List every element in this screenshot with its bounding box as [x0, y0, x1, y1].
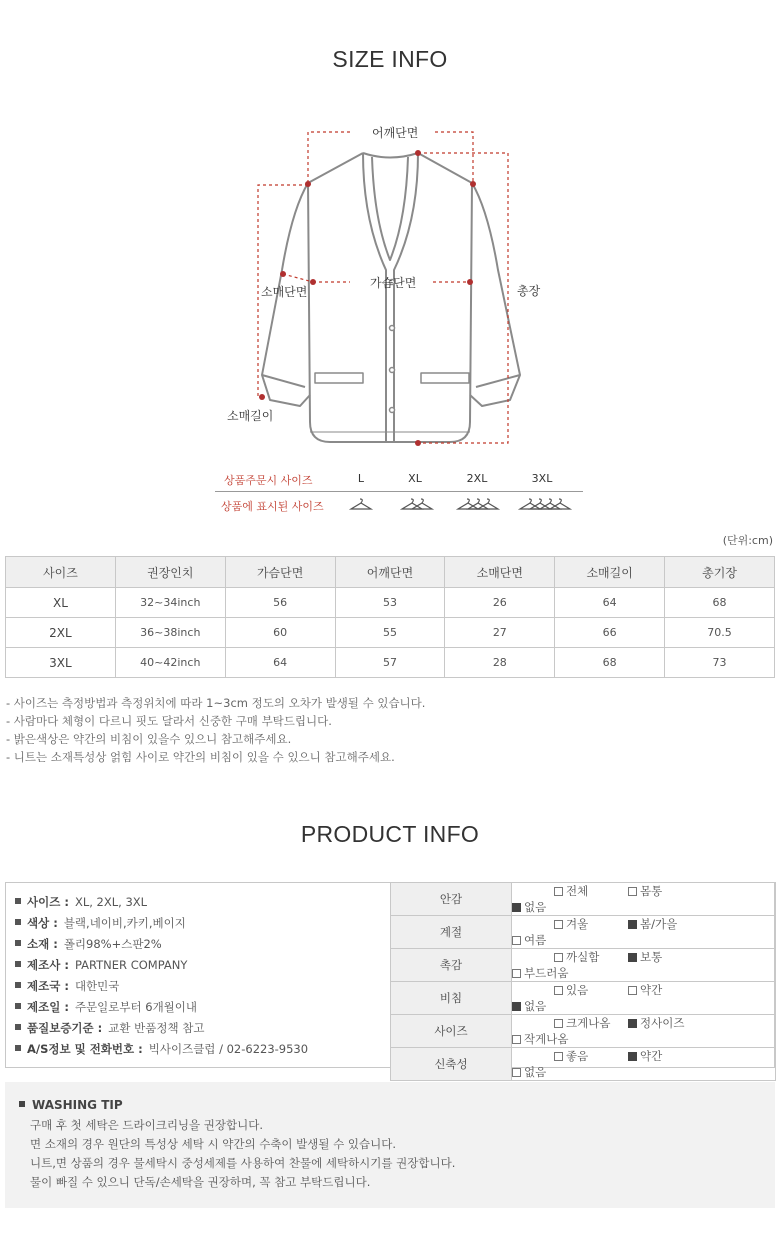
- attribute-option: [554, 883, 628, 899]
- spec-row: [15, 1018, 308, 1039]
- unchecked-box-icon: [554, 986, 563, 995]
- total-length-measure-line: [418, 153, 508, 443]
- cell: 28: [445, 648, 555, 678]
- hanger-icon-3xl: [520, 499, 570, 509]
- point-hem: [415, 440, 421, 446]
- bullet-square-icon: [15, 898, 21, 904]
- attribute-option: [554, 916, 628, 932]
- attribute-option: [628, 916, 702, 932]
- cell: 56: [225, 588, 335, 618]
- attribute-row: [391, 1015, 776, 1048]
- label-total-length: 총장: [517, 284, 541, 298]
- size-order-legend: [215, 468, 585, 518]
- attribute-option-label: 봄/가을: [640, 917, 678, 931]
- washing-line: 니트,면 상품의 경우 물세탁시 중성세제를 사용하여 찬물에 세탁하시기를 권장합니다.: [30, 1156, 456, 1170]
- unchecked-box-icon: [628, 887, 637, 896]
- point-cuff: [259, 394, 265, 400]
- cardigan-left-cuff: [262, 375, 305, 387]
- spec-value: 대한민국: [74, 979, 120, 993]
- spec-key: 색상 :: [27, 916, 58, 930]
- unchecked-box-icon: [512, 969, 521, 978]
- attribute-option: [628, 883, 702, 899]
- cell: 2XL: [6, 618, 116, 648]
- spec-value: 폴리98%+스판2%: [63, 937, 162, 951]
- washing-line: 구매 후 첫 세탁은 드라이크리닝을 권장합니다.: [30, 1118, 264, 1132]
- spec-value: XL, 2XL, 3XL: [74, 895, 148, 909]
- right-pocket: [421, 373, 469, 383]
- spec-key: 소재 :: [27, 937, 58, 951]
- cell: 27: [445, 618, 555, 648]
- legend-tag-label: 상품에 표시된 사이즈: [221, 500, 324, 513]
- label-sleeve-length: 소매길이: [227, 409, 274, 423]
- size-table: [5, 556, 775, 678]
- spec-value: 블랙,네이비,카키,베이지: [63, 916, 186, 930]
- checked-box-icon: [628, 953, 637, 962]
- attribute-row: [391, 883, 776, 916]
- unchecked-box-icon: [554, 953, 563, 962]
- attribute-option: [554, 1048, 628, 1064]
- attribute-option-label: 보통: [640, 950, 663, 964]
- bullet-square-icon: [15, 1003, 21, 1009]
- col-total-length: 총기장: [665, 557, 775, 588]
- unchecked-box-icon: [554, 887, 563, 896]
- attribute-options: [512, 1015, 776, 1048]
- button-3: [390, 368, 395, 373]
- spec-row: [15, 892, 308, 913]
- attribute-option: [628, 1015, 702, 1031]
- spec-value: PARTNER COMPANY: [74, 958, 188, 972]
- spec-key: 제조사 :: [27, 958, 69, 972]
- label-shoulder: 어깨단면: [372, 126, 419, 140]
- cardigan-collar: [363, 153, 418, 158]
- attribute-option-label: 여름: [524, 933, 547, 947]
- bullet-square-icon: [15, 1024, 21, 1030]
- washing-title: [19, 1098, 123, 1112]
- attribute-option-label: 몸통: [640, 884, 663, 898]
- spec-value: 주문일로부터 6개월이내: [74, 1000, 197, 1014]
- attribute-option: [512, 965, 586, 981]
- table-row: [6, 588, 775, 618]
- cell: 26: [445, 588, 555, 618]
- col-sleeve-width: 소매단면: [445, 557, 555, 588]
- cardigan-right-sleeve: [470, 183, 520, 406]
- washing-line: 면 소재의 경우 원단의 특성상 세탁 시 약간의 수축이 발생될 수 있습니다.: [30, 1137, 397, 1151]
- attribute-option: [512, 1064, 586, 1080]
- table-row: [6, 648, 775, 678]
- label-chest: 가슴단면: [370, 276, 417, 290]
- unchecked-box-icon: [628, 986, 637, 995]
- point-chest-left: [310, 279, 316, 285]
- attribute-option: [512, 932, 586, 948]
- spec-key: A/S정보 및 전화번호 :: [27, 1042, 143, 1056]
- spec-value: 교환 반품정책 참고: [108, 1021, 205, 1035]
- attribute-table: [390, 882, 776, 1081]
- cell: 36~38inch: [115, 618, 225, 648]
- spec-row: [15, 1039, 308, 1060]
- legend-order-label: 상품주문시 사이즈: [224, 474, 313, 487]
- bullet-square-icon: [15, 940, 21, 946]
- spec-list: [15, 892, 308, 1060]
- col-size: 사이즈: [6, 557, 116, 588]
- cardigan-body-outline: [308, 153, 472, 442]
- cell: 40~42inch: [115, 648, 225, 678]
- left-pocket: [315, 373, 363, 383]
- spec-key: 사이즈 :: [27, 895, 69, 909]
- col-inch: 권장인치: [115, 557, 225, 588]
- attribute-option-label: 부드러움: [524, 966, 569, 980]
- attribute-option-label: 좋음: [566, 1049, 589, 1063]
- point-chest-right: [467, 279, 473, 285]
- attribute-option: [628, 982, 702, 998]
- spec-row: [15, 913, 308, 934]
- unchecked-box-icon: [512, 1035, 521, 1044]
- spec-key: 품질보증기준 :: [27, 1021, 103, 1035]
- attribute-option: [554, 949, 628, 965]
- attribute-option: [554, 982, 628, 998]
- attribute-option: [628, 1048, 702, 1064]
- attribute-options: [512, 1048, 776, 1081]
- bullet-square-icon: [19, 1101, 25, 1107]
- hanger-icon-l: [351, 499, 371, 509]
- attribute-name: 비침: [391, 982, 512, 1015]
- legend-size-xl: XL: [408, 472, 422, 485]
- attribute-option: [554, 1015, 628, 1031]
- attribute-options: [512, 916, 776, 949]
- attribute-option-label: 있음: [566, 983, 589, 997]
- note-line: - 밝은색상은 약간의 비침이 있을수 있으니 참고해주세요.: [6, 732, 292, 746]
- legend-divider: [215, 491, 583, 492]
- spec-row: [15, 976, 308, 997]
- size-notes: [6, 694, 425, 766]
- spec-key: 제조국 :: [27, 979, 69, 993]
- checked-box-icon: [512, 1002, 521, 1011]
- attribute-name: 촉감: [391, 949, 512, 982]
- attribute-option: [628, 949, 702, 965]
- attribute-row: [391, 916, 776, 949]
- cell: 32~34inch: [115, 588, 225, 618]
- spec-row: [15, 955, 308, 976]
- attribute-option-label: 작게나옴: [524, 1032, 569, 1046]
- attribute-row: [391, 949, 776, 982]
- size-table-header-row: [6, 557, 775, 588]
- spec-row: [15, 934, 308, 955]
- point-neck: [415, 150, 421, 156]
- spec-value: 빅사이즈클럽 / 02-6223-9530: [148, 1042, 309, 1056]
- cell: 68: [665, 588, 775, 618]
- cell: 64: [555, 588, 665, 618]
- note-line: - 사람마다 체형이 다르니 핏도 달라서 신중한 구매 부탁드립니다.: [6, 714, 332, 728]
- unchecked-box-icon: [512, 936, 521, 945]
- bullet-square-icon: [15, 982, 21, 988]
- washing-lines: [30, 1116, 455, 1192]
- attribute-name: 계절: [391, 916, 512, 949]
- bullet-square-icon: [15, 961, 21, 967]
- washing-tip-box: [5, 1082, 775, 1208]
- checked-box-icon: [628, 1019, 637, 1028]
- bullet-square-icon: [15, 919, 21, 925]
- checked-box-icon: [628, 920, 637, 929]
- attribute-name: 안감: [391, 883, 512, 916]
- cell: 68: [555, 648, 665, 678]
- attribute-row: [391, 982, 776, 1015]
- point-shoulder-right: [470, 181, 476, 187]
- attribute-option-label: 약간: [640, 983, 663, 997]
- attribute-options: [512, 883, 776, 916]
- note-line: - 니트는 소재특성상 얽힘 사이로 약간의 비침이 있을 수 있으니 참고해주세요.: [6, 750, 395, 764]
- attribute-options: [512, 949, 776, 982]
- legend-size-3xl: 3XL: [531, 472, 553, 485]
- col-shoulder: 어깨단면: [335, 557, 445, 588]
- cardigan-diagram: [200, 110, 580, 455]
- product-info-title: PRODUCT INFO: [300, 821, 480, 847]
- cardigan-right-cuff: [476, 375, 520, 387]
- attribute-name: 신축성: [391, 1048, 512, 1081]
- cell: 64: [225, 648, 335, 678]
- cell: 53: [335, 588, 445, 618]
- col-chest: 가슴단면: [225, 557, 335, 588]
- attribute-option-label: 없음: [524, 999, 547, 1013]
- button-2: [390, 326, 395, 331]
- col-sleeve-length: 소매길이: [555, 557, 665, 588]
- attribute-option-label: 크게나옴: [566, 1016, 611, 1030]
- cell: 73: [665, 648, 775, 678]
- unchecked-box-icon: [554, 1019, 563, 1028]
- product-info-box: [5, 882, 775, 1079]
- cell: 66: [555, 618, 665, 648]
- attribute-option: [512, 899, 586, 915]
- washing-title-text: WASHING TIP: [32, 1098, 123, 1112]
- hanger-icons: [345, 496, 585, 512]
- note-line: - 사이즈는 측정방법과 측정위치에 따라 1~3cm 정도의 오차가 발생될 수 있습니다.: [6, 696, 426, 710]
- spec-key: 제조일 :: [27, 1000, 69, 1014]
- attribute-option-label: 전체: [566, 884, 589, 898]
- size-info-title: SIZE INFO: [332, 46, 448, 72]
- legend-size-2xl: 2XL: [466, 472, 488, 485]
- checked-box-icon: [628, 1052, 637, 1061]
- cell: 70.5: [665, 618, 775, 648]
- attribute-options: [512, 982, 776, 1015]
- cell: XL: [6, 588, 116, 618]
- hanger-icon-xl: [402, 499, 432, 509]
- cell: 3XL: [6, 648, 116, 678]
- legend-size-l: L: [357, 472, 365, 485]
- washing-line: 물이 빠질 수 있으니 단독/손세탁을 권장하며, 꼭 참고 부탁드립니다.: [30, 1175, 371, 1189]
- attribute-option-label: 없음: [524, 1065, 547, 1079]
- attribute-option-label: 없음: [524, 900, 547, 914]
- spec-row: [15, 997, 308, 1018]
- attribute-option-label: 약간: [640, 1049, 663, 1063]
- attribute-option-label: 까실함: [566, 950, 600, 964]
- unchecked-box-icon: [554, 1052, 563, 1061]
- button-4: [390, 408, 395, 413]
- checked-box-icon: [512, 903, 521, 912]
- cell: 60: [225, 618, 335, 648]
- bullet-square-icon: [15, 1045, 21, 1051]
- unchecked-box-icon: [512, 1068, 521, 1077]
- point-shoulder-left: [305, 181, 311, 187]
- unchecked-box-icon: [554, 920, 563, 929]
- attribute-option: [512, 1031, 586, 1047]
- unit-label: (단위:cm): [722, 534, 773, 547]
- cell: 57: [335, 648, 445, 678]
- attribute-row: [391, 1048, 776, 1081]
- label-sleeve-width: 소매단면: [261, 285, 308, 299]
- cell: 55: [335, 618, 445, 648]
- attribute-option: [512, 998, 586, 1014]
- attribute-option-label: 정사이즈: [640, 1016, 685, 1030]
- point-sleeve-width: [280, 271, 286, 277]
- attribute-name: 사이즈: [391, 1015, 512, 1048]
- hanger-icon-2xl: [458, 499, 498, 509]
- attribute-option-label: 겨울: [566, 917, 589, 931]
- table-row: [6, 618, 775, 648]
- cardigan-inner-neck: [372, 157, 408, 260]
